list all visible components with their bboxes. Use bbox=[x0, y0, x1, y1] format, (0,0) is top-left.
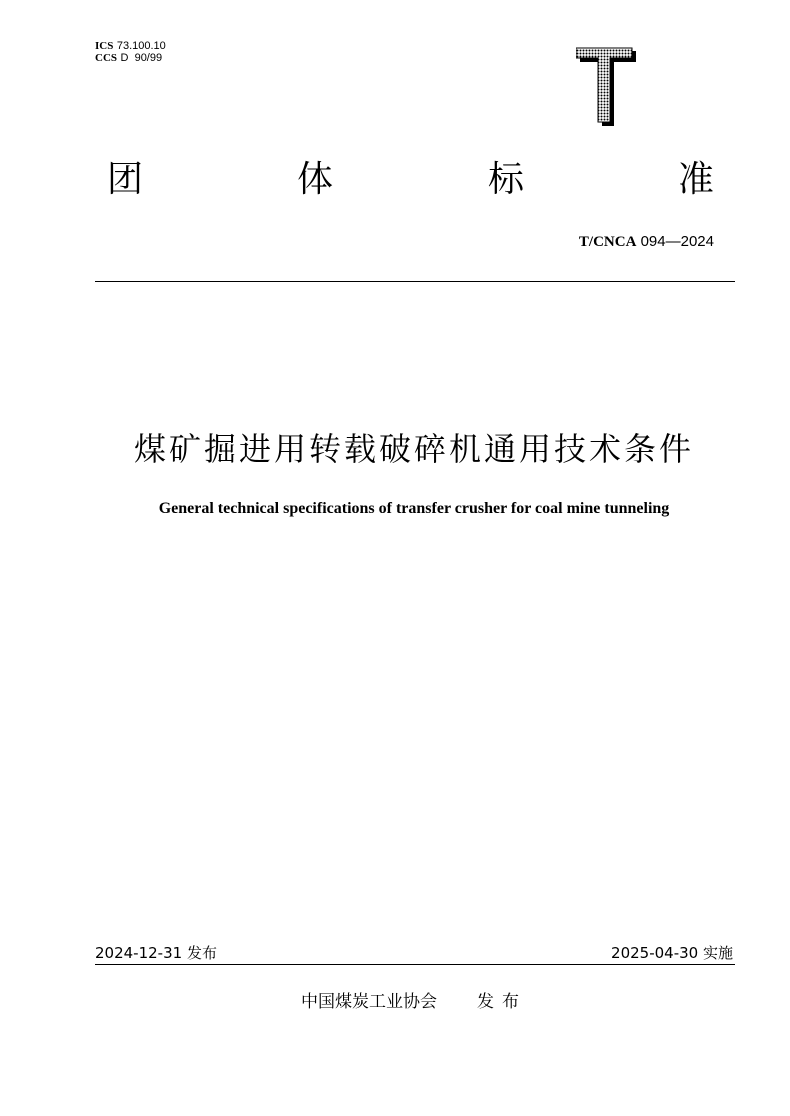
publisher bbox=[0, 987, 790, 1012]
standard-number-prefix: T/CNCA bbox=[578, 234, 637, 250]
ics-code bbox=[95, 40, 166, 52]
footer-divider bbox=[95, 964, 735, 965]
standard-number-code: 094—2024 bbox=[636, 233, 714, 250]
ccs-value: D 90/99 bbox=[120, 52, 163, 64]
ccs-code bbox=[95, 52, 162, 64]
category-char-3: 标 bbox=[488, 159, 525, 200]
category-char-1: 团 bbox=[107, 159, 144, 200]
publish-date: 2024-12-31 发布 bbox=[95, 944, 217, 962]
ccs-label: CCS bbox=[95, 52, 118, 64]
title-chinese: 煤矿掘进用转载破碎机通用技术条件 bbox=[133, 430, 694, 468]
title-english: General technical specifications of transfer crusher for coal mine tunneling bbox=[158, 500, 670, 517]
standard-number bbox=[579, 232, 714, 251]
ics-value: 73.100.10 bbox=[116, 40, 166, 52]
category-char-2: 体 bbox=[297, 159, 334, 200]
standard-t-logo-icon bbox=[576, 46, 636, 126]
publisher-action: 发布 bbox=[477, 992, 527, 1012]
header-divider bbox=[95, 281, 735, 282]
category-char-4: 准 bbox=[678, 159, 715, 200]
publisher-name: 中国煤炭工业协会 bbox=[301, 992, 437, 1012]
effective-date: 2025-04-30 实施 bbox=[611, 944, 733, 962]
ics-label: ICS bbox=[95, 40, 114, 52]
